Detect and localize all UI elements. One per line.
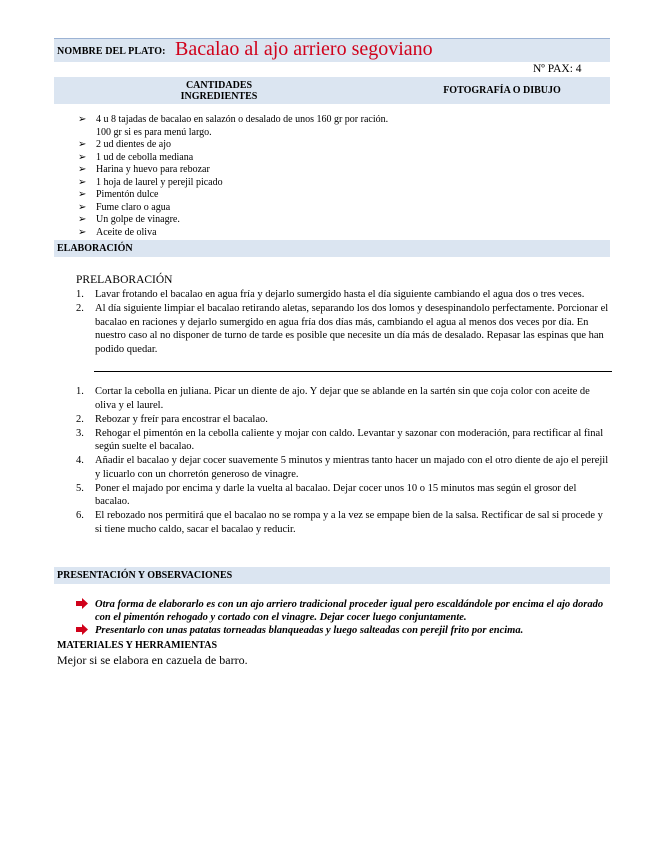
arrow-bullet-icon: ➢ xyxy=(78,151,87,163)
arrow-bullet-icon: ➢ xyxy=(78,139,87,150)
ingredient-text: Fume claro o agua xyxy=(96,201,171,213)
arrow-bullet-icon: ➢ xyxy=(78,201,87,213)
list-item: 2. Al día siguiente limpiar el bacalao retirando aletas, separando los dos lomos y desespinandolo perfectamente. Porcionar el bacalao en raciones y dejarlo sumergido en agua fría dos días más, cambiando el agua al menos dos veces por día. En nuestro caso al no disponer de turno de tarde es posible que necesite un día más de desalado. Repasar las espinas que han podido quedar. xyxy=(76,303,609,355)
ingredient-text: 4 u 8 tajadas de bacalao en salazón o desalado de unos 160 gr por ración. 100 gr si es para menú largo. xyxy=(96,114,389,138)
list-item xyxy=(78,189,393,202)
section-divider xyxy=(94,371,612,372)
step-text: Rehogar el pimentón en la cebolla caliente y mojar con caldo. Levantar y sazonar con moderación, para rectificar al final según suelte el bacalao. xyxy=(95,427,604,452)
prelaboracion-steps xyxy=(76,288,612,357)
list-item: 1. Cortar la cebolla en juliana. Picar un diente de ajo. Y dejar que se ablande en la sartén sin que coja color con aceite de oliva y el laurel. xyxy=(76,386,590,411)
observation-text: Presentarlo con unas patatas torneadas blanqueadas y luego salteadas con perejil frito por encima. xyxy=(95,625,524,636)
ingredient-text: Un golpe de vinagre. xyxy=(96,214,180,225)
arrow-bullet-icon: ➢ xyxy=(78,164,87,175)
ingredient-text: 1 ud de cebolla mediana xyxy=(96,151,194,163)
list-item: 1. Lavar frotando el bacalao en agua fría y dejarlo sumergido hasta el día siguiente cambiando el agua dos o tres veces. xyxy=(76,289,585,300)
step-text: El rebozado nos permitirá que el bacalao no se rompa y a la vez se empape bien de la salsa. Rectificar de sal si procede y si tiene mucho caldo, sacar el bacalao y reducir. xyxy=(95,510,603,535)
list-item: 6. El rebozado nos permitirá que el bacalao no se rompa y a la vez se empape bien de la salsa. Rectificar de sal si procede y si tiene mucho caldo, sacar el bacalao y reducir. xyxy=(76,510,603,535)
quantities-ingredients-header xyxy=(54,80,384,102)
step-text: Añadir el bacalao y dejar cocer suavemente 5 minutos y mientras tanto hacer un majado con el otro diente de ajo el perejil y licuarlo con un chorretón generoso de vinagre. xyxy=(95,455,609,480)
list-item xyxy=(78,139,393,152)
ingredient-list xyxy=(78,114,393,239)
dish-name-label: NOMBRE DEL PLATO: xyxy=(57,46,166,57)
dish-name: Bacalao al ajo arriero segoviano xyxy=(175,38,433,60)
ingredient-text: 1 hoja de laurel y perejil picado xyxy=(96,176,223,188)
step-text: Poner el majado por encima y darle la vuelta al bacalao. Dejar cocer unos 10 o 15 minutos mas según el grosor del bacalao. xyxy=(95,482,577,507)
ingredient-text: 2 ud dientes de ajo xyxy=(96,139,171,150)
elaboracion-steps xyxy=(76,385,612,537)
list-item: 3. Rehogar el pimentón en la cebolla caliente y mojar con caldo. Levantar y sazonar con moderación, para rectificar al final según suelte el bacalao. xyxy=(76,427,604,452)
red-arrow-icon xyxy=(76,598,89,609)
observation-text: Otra forma de elaborarlo es con un ajo arriero tradicional proceder igual pero escaldándole por encima el ajo dorado con el pimentón rehogado y cortado con el vinagre. Dejar cocer luego conjuntamente. xyxy=(95,599,604,623)
list-item xyxy=(78,202,393,215)
quantities-heading: CANTIDADES xyxy=(185,80,253,91)
elaboracion-bar xyxy=(54,240,610,257)
list-item xyxy=(78,177,393,190)
red-arrow-icon xyxy=(76,624,89,635)
list-item xyxy=(78,114,393,139)
list-item xyxy=(78,164,393,177)
materiales-heading: MATERIALES Y HERRAMIENTAS xyxy=(57,640,218,651)
list-item: 4. Añadir el bacalao y dejar cocer suavemente 5 minutos y mientras tanto hacer un majado con el otro diente de ajo el perejil y licuarlo con un chorretón generoso de vinagre. xyxy=(76,455,609,480)
prelaboracion-heading: PRELABORACIÓN xyxy=(76,274,173,286)
arrow-bullet-icon: ➢ xyxy=(78,226,87,238)
pax-count: Nº PAX: 4 xyxy=(533,63,582,75)
list-item: 5. Poner el majado por encima y darle la vuelta al bacalao. Dejar cocer unos 10 o 15 minutos mas según el grosor del bacalao. xyxy=(76,482,577,507)
list-item xyxy=(76,624,616,637)
step-text: Rebozar y freír para encostrar el bacalao. xyxy=(95,413,268,425)
arrow-bullet-icon: ➢ xyxy=(78,189,87,200)
list-item xyxy=(76,598,616,624)
step-text: Cortar la cebolla en juliana. Picar un diente de ajo. Y dejar que se ablande en la sartén sin que coja color con aceite de oliva y el laurel. xyxy=(95,386,590,411)
ingredients-heading: INGREDIENTES xyxy=(180,91,258,102)
ingredient-text: Pimentón dulce xyxy=(96,189,159,200)
arrow-bullet-icon: ➢ xyxy=(78,114,87,125)
step-text: Al día siguiente limpiar el bacalao retirando aletas, separando los dos lomos y desespinandolo perfectamente. Porcionar el bacalao en raciones y dejarlo sumergido en agua fría dos días más, cambiando el agua al menos dos veces por día. En nuestro caso al no disponer de turno de tarde es posible que necesite un día más de desalado. Repasar las espinas que han podido quedar. xyxy=(95,303,609,355)
arrow-bullet-icon: ➢ xyxy=(78,214,87,225)
list-item: 2. Rebozar y freír para encostrar el bacalao. xyxy=(76,413,268,425)
observaciones-list xyxy=(76,598,616,637)
ingredient-text: Harina y huevo para rebozar xyxy=(96,164,210,175)
materiales-text: Mejor si se elabora en cazuela de barro. xyxy=(57,653,248,667)
photo-heading: FOTOGRAFÍA O DIBUJO xyxy=(443,85,561,96)
arrow-bullet-icon: ➢ xyxy=(78,176,87,188)
ingredient-text: Aceite de oliva xyxy=(96,226,157,238)
elaboracion-heading: ELABORACIÓN xyxy=(57,243,133,254)
presentacion-heading: PRESENTACIÓN Y OBSERVACIONES xyxy=(57,570,233,581)
step-text: Lavar frotando el bacalao en agua fría y dejarlo sumergido hasta el día siguiente cambiando el agua dos o tres veces. xyxy=(95,289,585,300)
list-item xyxy=(78,152,393,165)
list-item xyxy=(78,227,393,240)
list-item xyxy=(78,214,393,227)
